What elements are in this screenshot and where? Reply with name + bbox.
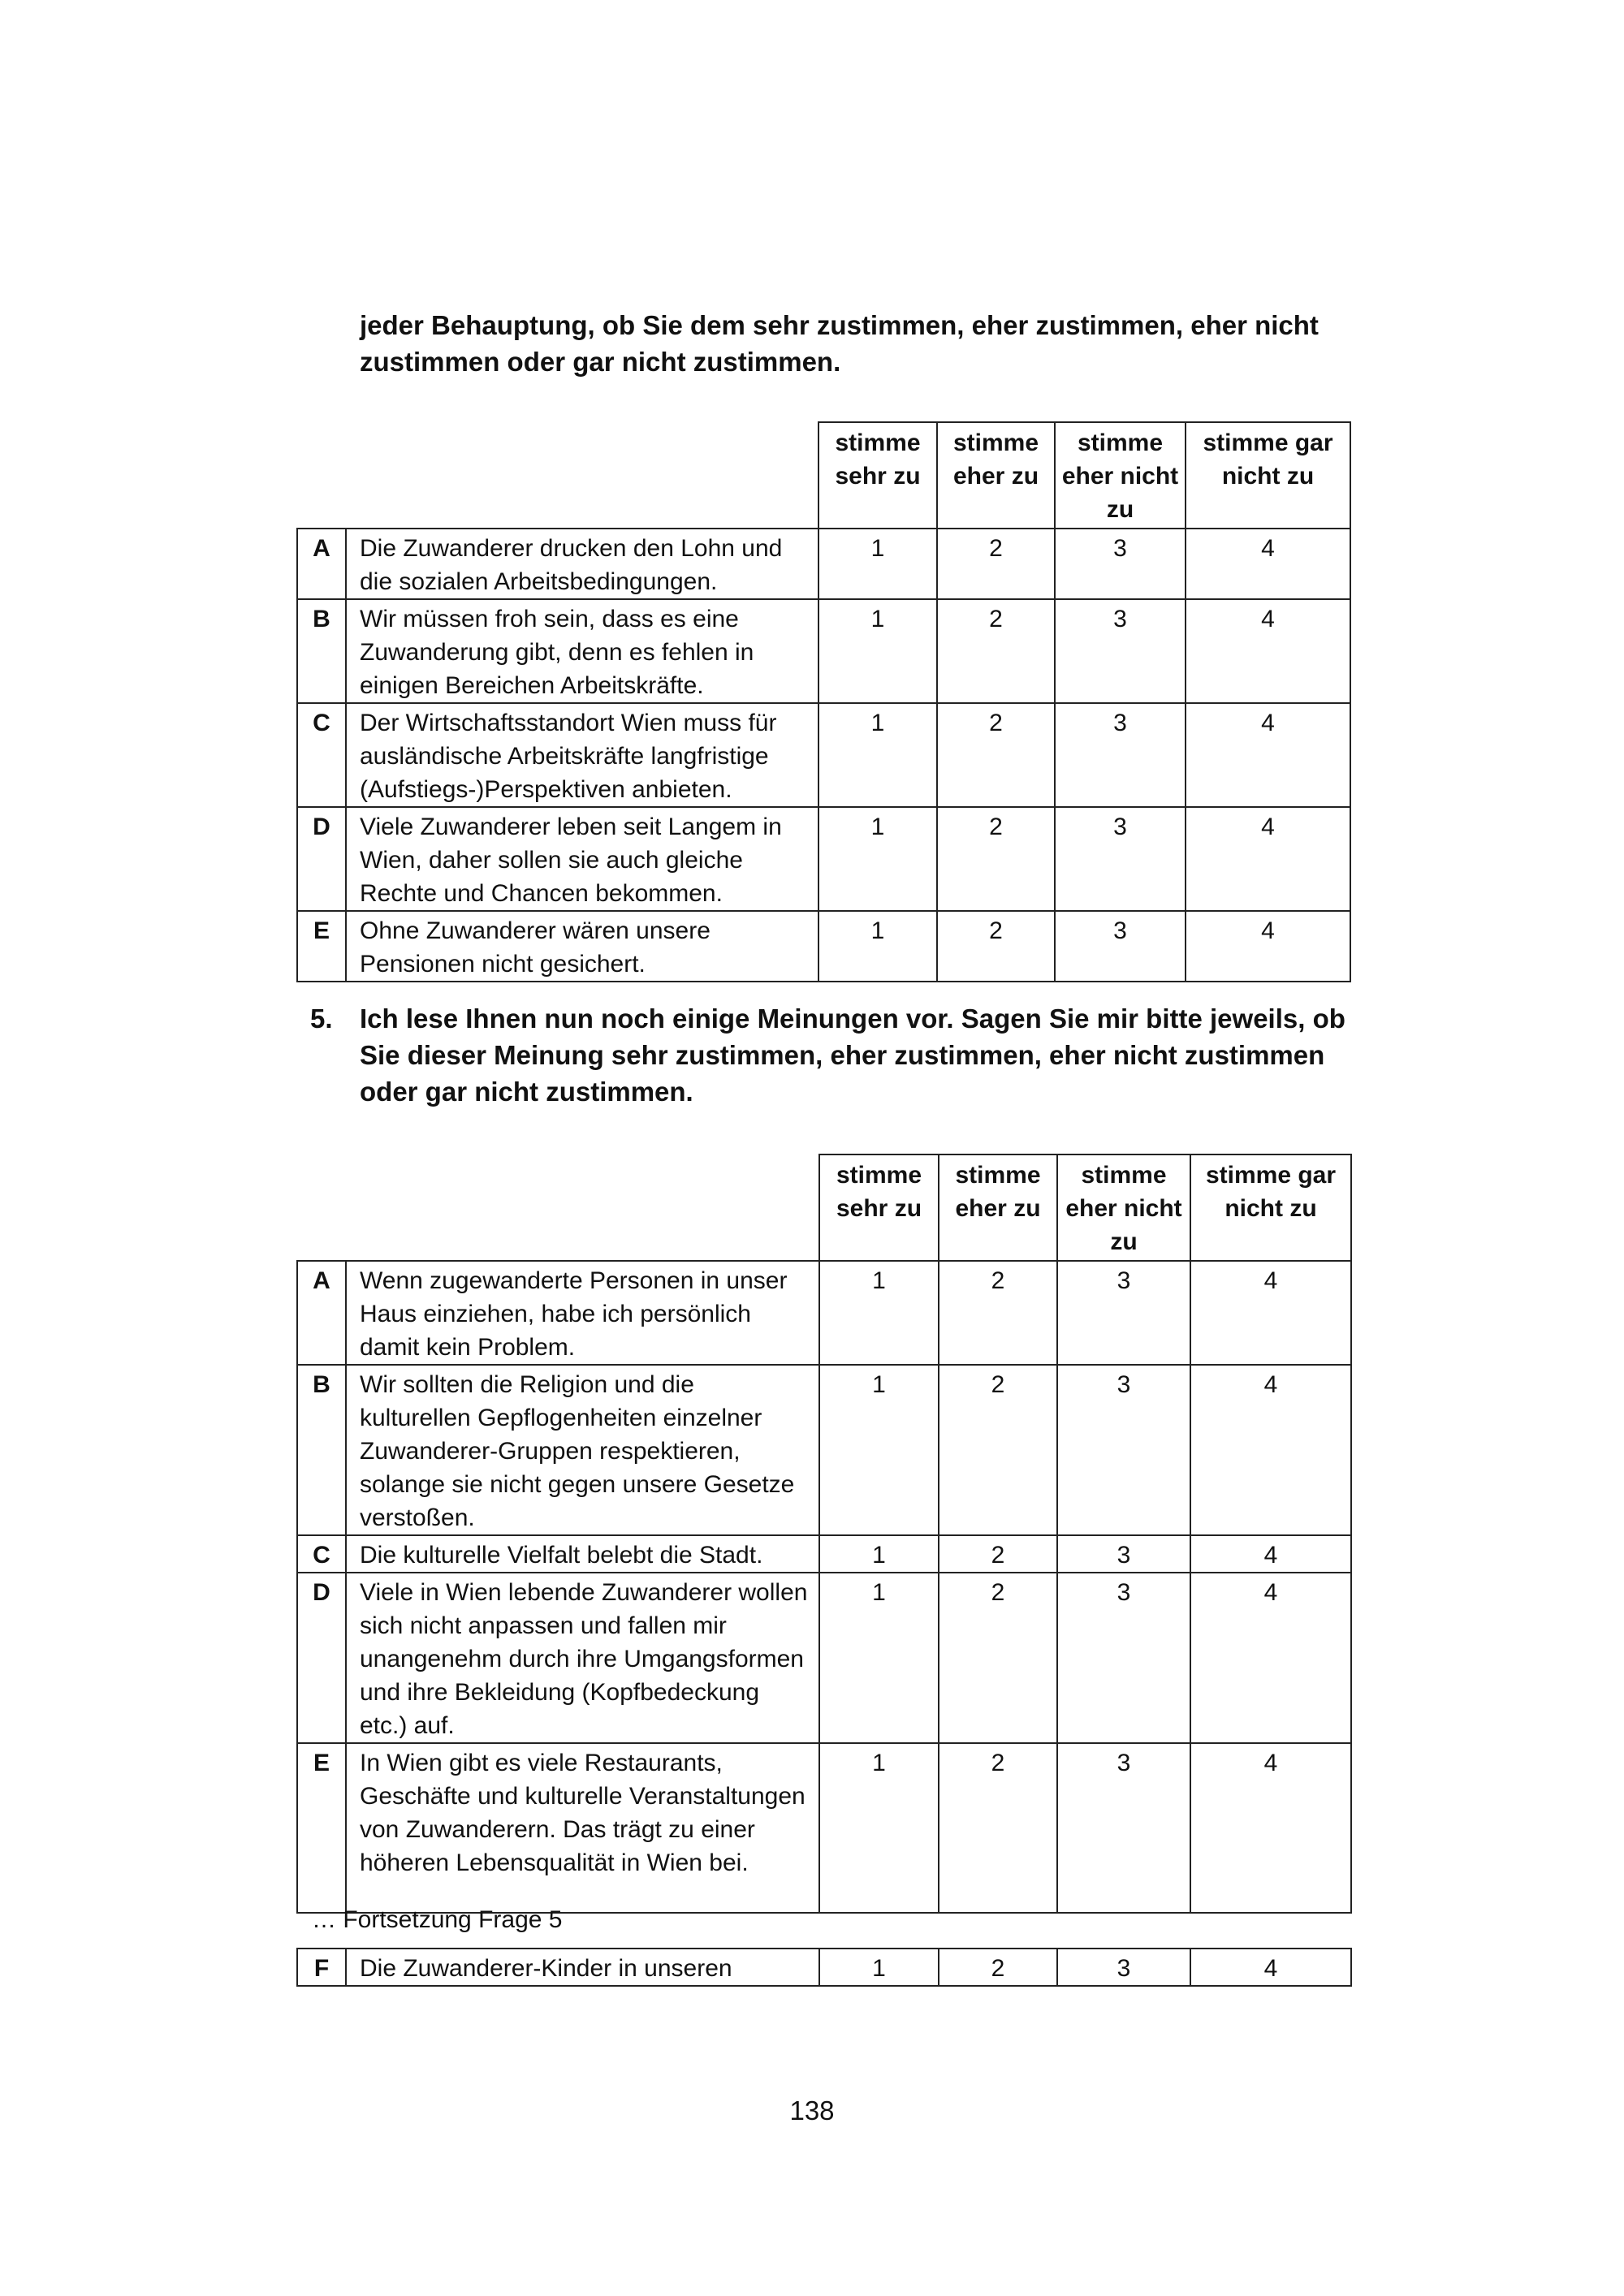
header-stimme-gar-nicht-zu: stimme gar nicht zu bbox=[1186, 422, 1350, 529]
question-5 bbox=[310, 1000, 1382, 1110]
page-number: 138 bbox=[789, 2095, 835, 2126]
value-cell: 3 bbox=[1057, 1535, 1190, 1573]
row-code: E bbox=[297, 911, 346, 982]
value-cell: 2 bbox=[939, 1261, 1057, 1365]
value-cell: 1 bbox=[818, 703, 937, 807]
value-cell: 3 bbox=[1057, 1365, 1190, 1535]
value-cell: 3 bbox=[1057, 1743, 1190, 1913]
value-cell: 2 bbox=[937, 807, 1055, 911]
row-statement: Die Zuwanderer drucken den Lohn und die sozialen Arbeitsbedingungen. bbox=[346, 529, 818, 599]
row-code: E bbox=[297, 1743, 346, 1913]
continuation-caption: … Fortsetzung Frage 5 bbox=[312, 1906, 563, 1933]
header-stimme-eher-zu: stimme eher zu bbox=[937, 422, 1055, 529]
header-blank bbox=[297, 1154, 819, 1261]
value-cell: 1 bbox=[819, 1573, 939, 1743]
row-statement: Viele in Wien lebende Zuwanderer wollen sich nicht anpassen und fallen mir unangenehm durch ihre Umgangsformen und ihre Bekleidung (Kopfbedeckung etc.) auf. bbox=[346, 1573, 819, 1743]
table-row bbox=[297, 807, 1350, 911]
row-code: A bbox=[297, 1261, 346, 1365]
row-code: B bbox=[297, 599, 346, 703]
value-cell: 2 bbox=[939, 1949, 1057, 1986]
row-code: D bbox=[297, 807, 346, 911]
header-stimme-sehr-zu: stimme sehr zu bbox=[818, 422, 937, 529]
value-cell: 3 bbox=[1057, 1949, 1190, 1986]
value-cell: 2 bbox=[937, 599, 1055, 703]
row-statement: Wir sollten die Religion und die kulturellen Gepflogenheiten einzelner Zuwanderer-Gruppen respektieren, solange sie nicht gegen unsere Gesetze verstoßen. bbox=[346, 1365, 819, 1535]
intro-text: jeder Behauptung, ob Sie dem sehr zustimmen, eher zustimmen, eher nicht zustimmen oder gar nicht zustimmen. bbox=[360, 310, 1319, 377]
value-cell: 4 bbox=[1190, 1573, 1351, 1743]
table-row bbox=[297, 1365, 1351, 1535]
table-row bbox=[297, 1535, 1351, 1573]
value-cell: 3 bbox=[1055, 703, 1186, 807]
value-cell: 4 bbox=[1186, 599, 1350, 703]
row-code: A bbox=[297, 529, 346, 599]
value-cell: 3 bbox=[1055, 529, 1186, 599]
value-cell: 2 bbox=[937, 703, 1055, 807]
row-statement: Ohne Zuwanderer wären unsere Pensionen nicht gesichert. bbox=[346, 911, 818, 982]
value-cell: 4 bbox=[1190, 1949, 1351, 1986]
value-cell: 4 bbox=[1190, 1365, 1351, 1535]
value-cell: 2 bbox=[937, 911, 1055, 982]
value-cell: 2 bbox=[937, 529, 1055, 599]
row-code: C bbox=[297, 703, 346, 807]
row-code: B bbox=[297, 1365, 346, 1535]
value-cell: 1 bbox=[819, 1365, 939, 1535]
row-statement: Der Wirtschaftsstandort Wien muss für ausländische Arbeitskräfte langfristige (Aufstiegs-)Perspektiven anbieten. bbox=[346, 703, 818, 807]
row-statement: Wir müssen froh sein, dass es eine Zuwanderung gibt, denn es fehlen in einigen Bereichen Arbeitskräfte. bbox=[346, 599, 818, 703]
value-cell: 1 bbox=[818, 807, 937, 911]
header-stimme-eher-zu: stimme eher zu bbox=[939, 1154, 1057, 1261]
table-row bbox=[297, 1573, 1351, 1743]
header-stimme-eher-nicht-zu: stimme eher nicht zu bbox=[1055, 422, 1186, 529]
table-row bbox=[297, 703, 1350, 807]
value-cell: 4 bbox=[1190, 1743, 1351, 1913]
header-stimme-sehr-zu: stimme sehr zu bbox=[819, 1154, 939, 1261]
value-cell: 1 bbox=[818, 599, 937, 703]
value-cell: 2 bbox=[939, 1573, 1057, 1743]
value-cell: 4 bbox=[1186, 529, 1350, 599]
row-code: D bbox=[297, 1573, 346, 1743]
agreement-table-1 bbox=[296, 421, 1351, 982]
value-cell: 1 bbox=[819, 1743, 939, 1913]
value-cell: 1 bbox=[819, 1949, 939, 1986]
value-cell: 4 bbox=[1186, 807, 1350, 911]
header-stimme-gar-nicht-zu: stimme gar nicht zu bbox=[1190, 1154, 1351, 1261]
row-code: F bbox=[297, 1949, 346, 1986]
value-cell: 2 bbox=[939, 1743, 1057, 1913]
table-row bbox=[297, 1261, 1351, 1365]
value-cell: 1 bbox=[818, 911, 937, 982]
table-row bbox=[297, 529, 1350, 599]
table-row bbox=[297, 1949, 1351, 1986]
value-cell: 4 bbox=[1190, 1535, 1351, 1573]
agreement-table-2 bbox=[296, 1154, 1352, 1914]
table-row bbox=[297, 1743, 1351, 1913]
value-cell: 3 bbox=[1057, 1573, 1190, 1743]
row-statement: In Wien gibt es viele Restaurants, Geschäfte und kulturelle Veranstaltungen von Zuwanderern. Das trägt zu einer höheren Lebensqualität in Wien bei. bbox=[346, 1743, 819, 1913]
header-blank bbox=[297, 422, 818, 529]
value-cell: 4 bbox=[1186, 703, 1350, 807]
value-cell: 4 bbox=[1186, 911, 1350, 982]
value-cell: 4 bbox=[1190, 1261, 1351, 1365]
value-cell: 1 bbox=[819, 1535, 939, 1573]
row-statement: Viele Zuwanderer leben seit Langem in Wien, daher sollen sie auch gleiche Rechte und Chancen bekommen. bbox=[346, 807, 818, 911]
agreement-table-3 bbox=[296, 1948, 1352, 1987]
row-statement: Die Zuwanderer-Kinder in unseren bbox=[346, 1949, 819, 1986]
value-cell: 1 bbox=[818, 529, 937, 599]
row-code: C bbox=[297, 1535, 346, 1573]
row-statement: Wenn zugewanderte Personen in unser Haus einziehen, habe ich persönlich damit kein Problem. bbox=[346, 1261, 819, 1365]
header-stimme-eher-nicht-zu: stimme eher nicht zu bbox=[1057, 1154, 1190, 1261]
value-cell: 3 bbox=[1055, 807, 1186, 911]
value-cell: 3 bbox=[1055, 911, 1186, 982]
row-statement: Die kulturelle Vielfalt belebt die Stadt. bbox=[346, 1535, 819, 1573]
value-cell: 1 bbox=[819, 1261, 939, 1365]
value-cell: 3 bbox=[1057, 1261, 1190, 1365]
value-cell: 3 bbox=[1055, 599, 1186, 703]
question-number: 5. bbox=[310, 1003, 333, 1034]
question-text: Ich lese Ihnen nun noch einige Meinungen vor. Sagen Sie mir bitte jeweils, ob Sie dieser Meinung sehr zustimmen, eher zustimmen, eher nicht zustimmen oder gar nicht zustimmen. bbox=[360, 1003, 1345, 1107]
value-cell: 2 bbox=[939, 1535, 1057, 1573]
table-row bbox=[297, 911, 1350, 982]
value-cell: 2 bbox=[939, 1365, 1057, 1535]
table-row bbox=[297, 599, 1350, 703]
